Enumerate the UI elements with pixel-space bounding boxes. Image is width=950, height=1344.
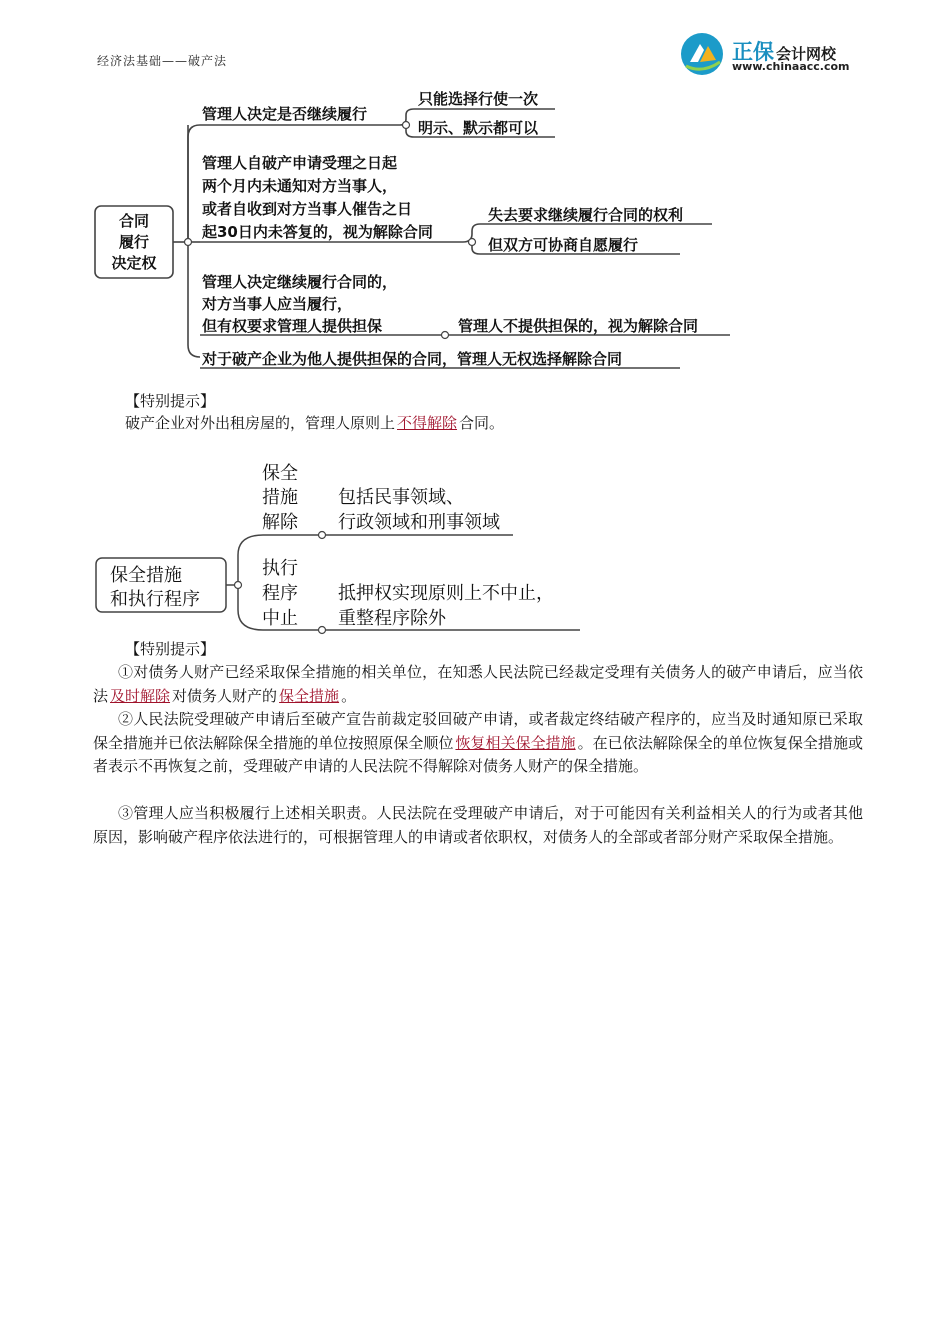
logo-subtitle: 会计网校 — [776, 45, 837, 63]
tip1-paragraph: 破产企业对外出租房屋的，管理人原则上 不得解除 合同。 — [125, 414, 505, 432]
logo-title: 正保 会计网校 — [732, 40, 837, 64]
branch4-text: 对于破产企业为他人提供担保的合同，管理人无权选择解除合同 — [202, 350, 623, 368]
b1-desc-1: 包括民事领域、 — [338, 487, 464, 508]
b2-heading-3: 中止 — [262, 608, 298, 629]
b2-desc-1: 抵押权实现原则上不中止， — [338, 583, 554, 604]
branch2-leaf-2: 但双方可协商自愿履行 — [488, 236, 639, 254]
branch1-text: 管理人决定是否继续履行 — [202, 105, 368, 123]
logo-url: www.chinaacc.com — [732, 60, 850, 73]
branch1-leaf-2: 明示、默示都可以 — [418, 119, 539, 137]
brand-logo — [680, 30, 880, 78]
tip1-highlight: 不得解除 — [397, 414, 458, 432]
contract-decision-diagram — [80, 85, 750, 380]
root2-line-1: 保全措施 — [110, 565, 182, 586]
header-section-title: 经济法基础——破产法 — [97, 54, 228, 68]
branch2-line-3: 或者自收到对方当事人催告之日 — [202, 200, 413, 218]
tip2-paragraph-2: ②人民法院受理破产申请后至破产宣告前裁定驳回破产申请，或者裁定终结破产程序的，应当及时通知原已采取保全措施并已依法解除保全措施的单位按照原保全顺位 恢复相关保全措施 。在已依法解除保全的单位恢复保全措施或者表示不再恢复之前，受理破产申请的人民法院不得解除对债务人财产的保全措施。 — [93, 710, 863, 775]
branch1-leaf-1: 只能选择行使一次 — [418, 90, 539, 108]
tip1-label: 【特别提示】 — [125, 392, 216, 410]
b1-heading-2: 措施 — [262, 487, 298, 508]
b2-desc-2: 重整程序除外 — [338, 608, 446, 629]
root-line-3: 决定权 — [111, 254, 157, 272]
tip2-label: 【特别提示】 — [125, 640, 216, 658]
branch2-line-4: 起30日内未答复的，视为解除合同 — [202, 223, 433, 241]
tip2-p1-highlight-1: 及时解除 — [110, 686, 171, 705]
branch2-leaf-1: 失去要求继续履行合同的权利 — [488, 206, 684, 224]
branch2-line-1: 管理人自破产申请受理之日起 — [202, 154, 398, 172]
branch2-line-2: 两个月内未通知对方当事人， — [202, 177, 398, 195]
b1-desc-2: 行政领域和刑事领域 — [338, 512, 500, 533]
logo-emblem-icon — [680, 30, 728, 78]
b2-heading-1: 执行 — [262, 558, 298, 579]
preservation-diagram — [88, 455, 588, 635]
branch3-line-3: 但有权要求管理人提供担保 — [202, 317, 383, 335]
tip2-p1-highlight-2: 保全措施 — [279, 686, 340, 705]
branch3-line-2: 对方当事人应当履行， — [202, 295, 353, 313]
tip2-p2-highlight: 恢复相关保全措施 — [455, 733, 576, 752]
b1-heading-3: 解除 — [262, 512, 298, 533]
root2-line-2: 和执行程序 — [110, 589, 200, 610]
branch3-line-1: 管理人决定继续履行合同的， — [202, 273, 398, 291]
b1-heading-1: 保全 — [262, 463, 298, 484]
root-line-1: 合同 — [118, 212, 150, 230]
tip2-paragraph-1: ①对债务人财产已经采取保全措施的相关单位，在知悉人民法院已经裁定受理有关债务人的破产申请后，应当依法 及时解除 对债务人财产的 保全措施 。 — [93, 663, 863, 705]
branch3-leaf: 管理人不提供担保的，视为解除合同 — [458, 317, 699, 335]
root-line-2: 履行 — [118, 233, 150, 251]
tip2-paragraph-3: ③管理人应当积极履行上述相关职责。人民法院在受理破产申请后，对于可能因有关利益相关人的行为或者其他原因，影响破产程序依法进行的，可根据管理人的申请或者依职权，对债务人的全部或者部分财产采取保全措施。 — [93, 804, 863, 846]
b2-heading-2: 程序 — [262, 583, 298, 604]
